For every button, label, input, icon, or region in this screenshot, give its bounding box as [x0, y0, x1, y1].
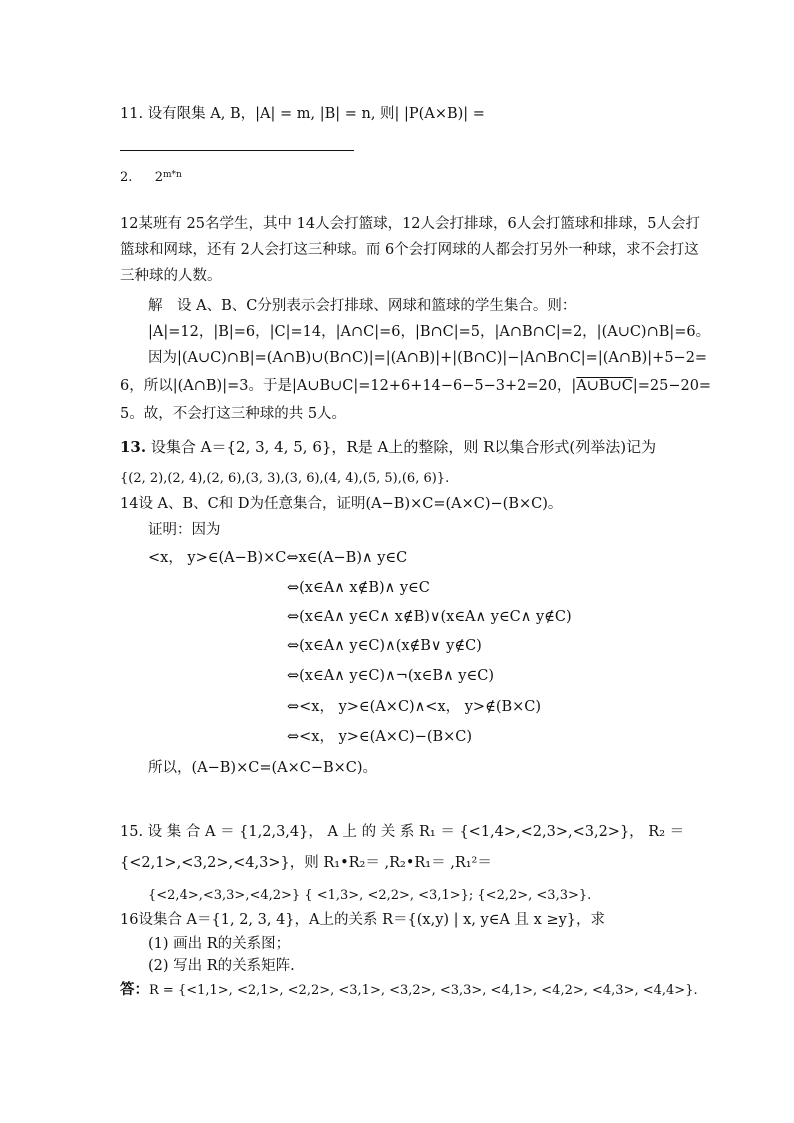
- q15-line-1: 15. 设 集 合 A ＝ {1,2,3,4}， A 上 的 关 系 R₁ ＝ {<1,4>,<2,3>,<3,2>}， R₂ ＝: [120, 824, 685, 840]
- q16-line-1: 16设集合 A＝{1, 2, 3, 4}，A上的关系 R＝{(x,y) | x, y∈A 且 x ≥y}，求: [120, 912, 606, 928]
- q14-line-6: ⇔(x∈A∧ y∈C)∧(x∉B∨ y∉C): [287, 638, 482, 654]
- q14-line-10: 所以，(A−B)×C=(A×C−B×C)。: [148, 760, 378, 776]
- q14-line-1: 14设 A、B、C和 D为任意集合，证明(A−B)×C=(A×C)−(B×C)。: [120, 496, 563, 512]
- q12-problem-line-3: 三种球的人数。: [120, 268, 222, 284]
- q15-line-3: {<2,4>,<3,3>,<4,2>} { <1,3>, <2,2>, <3,1>}; {<2,2>, <3,3>}.: [148, 888, 592, 903]
- q11-question: 11. 设有限集 A, B，|A| = m, |B| = n, 则| |P(A×B)| =: [120, 106, 485, 122]
- q14-line-9: ⇔<x， y>∈(A×C)−(B×C): [287, 729, 473, 745]
- q14-line-5: ⇔(x∈A∧ y∈C∧ x∉B)∨(x∈A∧ y∈C∧ y∉C): [287, 609, 572, 625]
- q12-solution-line-4: [120, 376, 711, 396]
- q12-solution-line-3: 因为|(A∪C)∩B|=(A∩B)∪(B∩C)|=|(A∩B)|+|(B∩C)|−|A∩B∩C|=|(A∩B)|+5−2=: [148, 350, 708, 366]
- q16-line-3: (2) 写出 R的关系矩阵.: [148, 958, 295, 974]
- q12-s4-post: |=25−20=: [632, 378, 712, 394]
- q13-number: 13.: [120, 438, 147, 456]
- q12-problem-line-2: 篮球和网球，还有 2人会打这三种球。而 6个会打网球的人都会打另外一种球，求不会打这: [120, 242, 699, 258]
- q14-line-8: ⇔<x， y>∈(A×C)∧<x， y>∉(B×C): [287, 699, 542, 715]
- q11-answer-base: 2: [154, 170, 163, 185]
- q14-line-3: <x， y>∈(A−B)×C⇔x∈(A−B)∧ y∈C: [148, 550, 408, 566]
- q12-solution-line-5: 5。故，不会打这三种球的共 5人。: [120, 406, 347, 422]
- q16-line-2: (1) 画出 R的关系图；: [148, 936, 291, 952]
- q12-problem-line-1: 12某班有 25名学生，其中 14人会打篮球，12人会打排球，6人会打篮球和排球，5人会打: [120, 216, 700, 232]
- q12-solution-line-1: 解 设 A、B、C分别表示会打排球、网球和篮球的学生集合。则：: [148, 298, 577, 314]
- q12-solution-line-2: |A|=12，|B|=6，|C|=14，|A∩C|=6，|B∩C|=5，|A∩B∩C|=2，|(A∪C)∩B|=6。: [148, 324, 711, 340]
- q14-line-7: ⇔(x∈A∧ y∈C)∧¬(x∈B∧ y∈C): [287, 668, 494, 684]
- q14-line-4: ⇔(x∈A∧ x∉B)∧ y∈C: [287, 580, 430, 596]
- q14-line-2: 证明：因为: [148, 522, 221, 538]
- q15-line-2: {<2,1>,<3,2>,<4,3>}，则 R₁•R₂＝ ,R₂•R₁＝ ,R₁²＝: [120, 855, 492, 871]
- q11-answer-label: 2.: [120, 170, 133, 185]
- q11-answer: [120, 168, 182, 188]
- q13-line-1: [120, 437, 656, 457]
- q13-text: 设集合 A＝{2, 3, 4, 5, 6}，R是 A上的整除，则 R以集合形式(列举法)记为: [146, 438, 657, 456]
- q16-answer-label: 答：: [120, 981, 149, 998]
- q16-answer-text: R = {<1,1>, <2,1>, <2,2>, <3,1>, <3,2>, <3,3>, <4,1>, <4,2>, <4,3>, <4,4>}.: [149, 983, 698, 998]
- q16-answer: [120, 980, 698, 1001]
- q12-s4-pre: 6，所以|(A∩B)|=3。于是|A∪B∪C|=12+6+14−6−5−3+2=20，|: [120, 378, 577, 394]
- answer-blank-line: [120, 150, 354, 151]
- q11-answer-exponent: m*n: [162, 170, 182, 180]
- q12-s4-complement: A∪B∪C: [576, 378, 633, 394]
- q13-line-2: {(2, 2),(2, 4),(2, 6),(3, 3),(3, 6),(4, 4),(5, 5),(6, 6)}.: [120, 471, 450, 486]
